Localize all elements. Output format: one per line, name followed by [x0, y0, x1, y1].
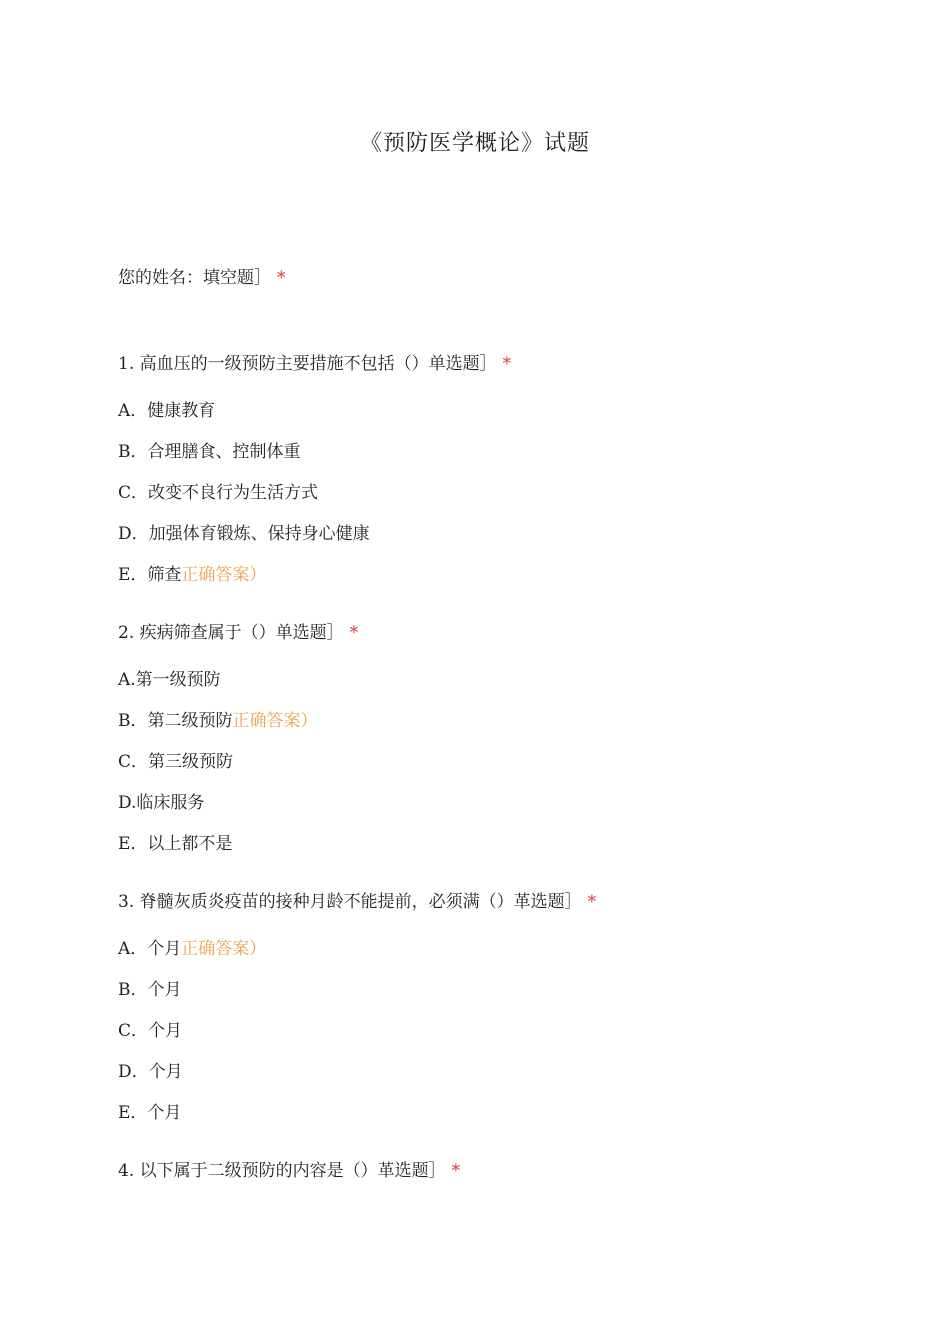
- question-text: 4. 以下属于二级预防的内容是（）革选题］: [118, 1161, 446, 1181]
- question-2-option-b[interactable]: [118, 709, 318, 733]
- question-3-option-d[interactable]: [118, 1060, 183, 1084]
- option-text: D．加强体育锻炼、保持身心健康: [118, 524, 370, 544]
- question-3-option-a[interactable]: [118, 937, 266, 961]
- question-2-option-d[interactable]: [118, 791, 204, 815]
- required-mark: *: [587, 892, 597, 912]
- question-3-option-c[interactable]: [118, 1019, 182, 1043]
- option-text: D．个月: [118, 1062, 183, 1082]
- required-mark: *: [349, 623, 359, 643]
- option-text: C．改变不良行为生活方式: [118, 483, 319, 503]
- option-text: B．合理膳食、控制体重: [118, 442, 301, 462]
- question-text: 3. 脊髓灰质炎疫苗的接种月龄不能提前，必须满（）革选题］: [118, 892, 582, 912]
- option-text: A．个月: [118, 939, 182, 959]
- required-mark: *: [502, 354, 512, 374]
- correct-answer-tag: 正确答案）: [232, 711, 318, 731]
- option-text: E．个月: [118, 1103, 182, 1123]
- question-3-option-e[interactable]: [118, 1101, 181, 1125]
- question-2-option-e[interactable]: [118, 832, 232, 856]
- option-text: D.临床服务: [118, 793, 205, 813]
- correct-answer-tag: 正确答案）: [181, 939, 267, 959]
- question-2-option-c[interactable]: [118, 750, 233, 774]
- question-text: 2. 疾病筛查属于（）单选题］: [118, 623, 344, 643]
- question-3-stem: [118, 890, 596, 914]
- option-text: C．第三级预防: [118, 752, 234, 772]
- question-1-stem: [118, 352, 511, 376]
- option-text: A．健康教育: [118, 401, 216, 421]
- question-2-option-a[interactable]: [118, 668, 221, 692]
- question-1-option-e[interactable]: [118, 563, 266, 587]
- option-text: C．个月: [118, 1021, 183, 1041]
- question-1-option-b[interactable]: [118, 440, 301, 464]
- question-1-option-c[interactable]: [118, 481, 318, 505]
- option-text: E．筛查: [118, 565, 182, 585]
- option-text: B．个月: [118, 980, 182, 1000]
- question-2-stem: [118, 621, 358, 645]
- question-3-option-b[interactable]: [118, 978, 182, 1002]
- question-4-stem: [118, 1159, 460, 1183]
- question-1-option-a[interactable]: [118, 399, 215, 423]
- option-text: B．第二级预防: [118, 711, 233, 731]
- option-text: A.第一级预防: [118, 670, 221, 690]
- name-field-label: 您的姓名：填空题］: [118, 268, 271, 288]
- question-1-option-d[interactable]: [118, 522, 370, 546]
- question-text: 1. 高血压的一级预防主要措施不包括（）单选题］: [118, 354, 497, 374]
- correct-answer-tag: 正确答案）: [181, 565, 267, 585]
- required-mark: *: [277, 268, 286, 288]
- required-mark: *: [451, 1161, 461, 1181]
- name-field-prompt: [118, 266, 286, 290]
- option-text: E．以上都不是: [118, 834, 233, 854]
- page-title: 《预防医学概论》试题: [359, 131, 590, 156]
